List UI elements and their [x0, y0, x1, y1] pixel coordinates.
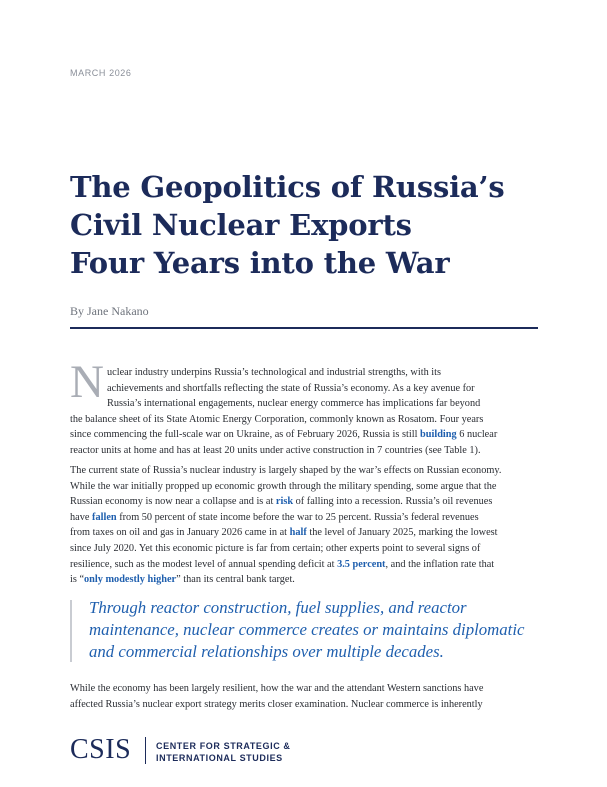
analysis-paragraph	[70, 681, 538, 712]
text-line	[70, 510, 538, 526]
logo-divider	[145, 737, 146, 764]
text-line: While the economy has been largely resilient, how the war and the attendant Western sanctions have	[70, 683, 484, 694]
link-only-modestly-higher[interactable]: only modestly higher	[84, 574, 177, 586]
text-fragment: since commencing the full-scale war on Ukraine, as of February 2026, Russia is still	[70, 429, 421, 441]
text-fragment: the level of January 2025, marking the lowest	[306, 527, 498, 539]
org-line-1: CENTER FOR STRATEGIC &	[156, 741, 291, 751]
text-line	[70, 557, 538, 573]
text-line	[70, 494, 538, 510]
text-line: The current state of Russia’s nuclear industry is largely shaped by the war’s effects on Russian economy.	[70, 465, 502, 476]
text-fragment: from taxes on oil and gas in January 2026 came in at	[70, 527, 290, 539]
text-fragment: have	[70, 511, 93, 523]
text-line: since July 2020. Yet this economic picture is far from certain; other experts point to several signs of	[70, 542, 481, 554]
link-building[interactable]: building	[420, 429, 457, 441]
text-fragment: Russian economy is now near a collapse and is at	[70, 496, 276, 508]
text-line: affected Russia’s nuclear export strategy merits closer examination. Nuclear commerce is inherently	[70, 698, 483, 710]
organization-name	[156, 740, 291, 764]
title-line-2: Civil Nuclear Exports	[70, 208, 412, 242]
text-line: the balance sheet of its State Atomic Energy Corporation, commonly known as Rosatom. Four years	[70, 413, 484, 425]
pullquote-line: and commercial relationships over multiple decades.	[89, 642, 444, 661]
csis-logo: CSIS	[70, 734, 132, 765]
text-fragment: 6 nuclear	[456, 429, 498, 441]
drop-cap: N	[70, 356, 104, 408]
pullquote-bar	[70, 600, 72, 662]
link-fallen[interactable]: fallen	[92, 511, 117, 523]
text-fragment: is “	[70, 574, 85, 586]
text-fragment: of falling into a recession. Russia’s oil revenues	[293, 496, 493, 508]
title-line-1: The Geopolitics of Russia’s	[70, 170, 505, 204]
org-line-2: INTERNATIONAL STUDIES	[156, 753, 283, 763]
pullquote	[89, 597, 549, 663]
text-line: uclear industry underpins Russia’s technological and industrial strengths, with its	[107, 367, 442, 378]
text-line: Russia’s international engagements, nuclear energy commerce has implications far beyond	[107, 398, 481, 410]
text-fragment: , and the inflation rate that	[385, 558, 495, 570]
link-half[interactable]: half	[289, 527, 307, 539]
text-line	[70, 572, 538, 588]
text-line: reactor units at home and has at least 20 units under active construction in 7 countries (see Table 1).	[70, 444, 481, 456]
text-fragment: resilience, such as the modest level of annual spending deficit at	[70, 558, 338, 570]
intro-paragraph	[70, 365, 538, 459]
publication-date: MARCH 2026	[70, 68, 132, 78]
pullquote-line: Through reactor construction, fuel supplies, and reactor	[89, 598, 467, 617]
link-risk[interactable]: risk	[275, 496, 294, 508]
pullquote-line: maintenance, nuclear commerce creates or maintains diplomatic	[89, 620, 525, 639]
text-line: While the war initially propped up economic growth through the military spending, some argue that the	[70, 480, 497, 492]
text-fragment: from 50 percent of state income before the war to 25 percent. Russia’s federal revenues	[116, 511, 479, 523]
text-fragment: ” than its central bank target.	[176, 574, 295, 586]
author-byline: By Jane Nakano	[70, 304, 149, 318]
text-line	[70, 525, 538, 541]
report-title	[70, 168, 550, 282]
economy-paragraph	[70, 463, 538, 588]
title-line-3: Four Years into the War	[70, 246, 450, 280]
text-line: achievements and shortfalls reflecting the state of Russia’s economy. As a key avenue for	[107, 382, 475, 394]
link-3-5-percent[interactable]: 3.5 percent	[337, 558, 386, 570]
text-line	[70, 427, 538, 443]
title-divider	[70, 327, 538, 329]
